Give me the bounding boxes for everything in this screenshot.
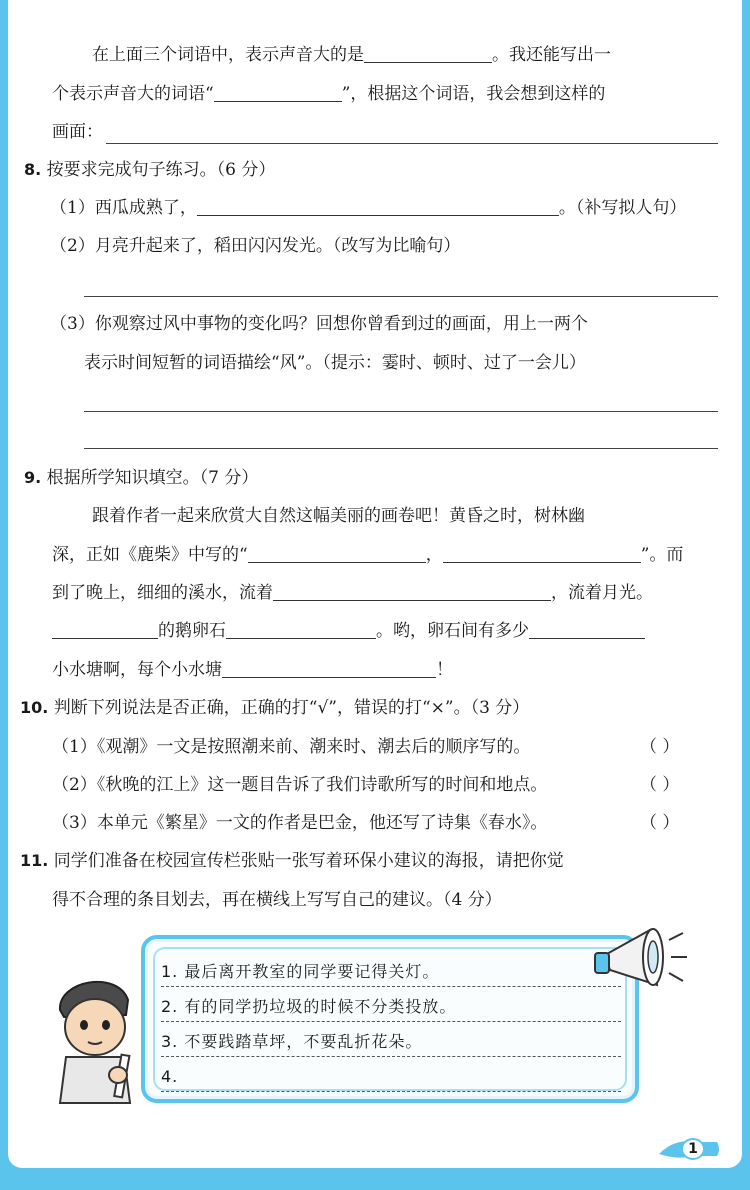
text: 。我还能写出一 <box>492 45 611 65</box>
question-number: 10. <box>20 698 49 717</box>
q8-s1 <box>50 197 686 219</box>
answer-blank[interactable] <box>222 659 436 678</box>
q8-s3a <box>50 313 588 335</box>
text: 到了晚上，细细的溪水，流着 <box>52 583 273 603</box>
q9-p4 <box>52 620 645 642</box>
q9-p5 <box>52 659 453 681</box>
answer-blank[interactable] <box>529 620 645 639</box>
text: ”。而 <box>640 545 684 565</box>
statement: （1）《观潮》一文是按照潮来前、潮来时、潮去后的顺序写的。 <box>52 737 531 757</box>
text: 表示时间短暂的词语描绘“风”。（提示：霎时、顿时、过了一会儿） <box>84 353 586 373</box>
question-title: 按要求完成句子练习。（6 分） <box>46 160 276 180</box>
poster-item[interactable]: 2. 有的同学扔垃圾的时候不分类投放。 <box>161 996 621 1022</box>
q9-p2 <box>52 544 683 566</box>
text: 个表示声音大的词语“ <box>52 84 214 104</box>
text: 深，正如《鹿柴》中写的“ <box>52 545 248 565</box>
top-line-3 <box>52 121 103 143</box>
question-number: 9. <box>24 468 42 487</box>
q11-line-2 <box>52 889 502 911</box>
question-title: 根据所学知识填空。（7 分） <box>46 468 259 488</box>
top-line-1 <box>92 44 611 66</box>
poster-board <box>141 935 639 1103</box>
q9-title <box>24 467 258 489</box>
q10-item-1 <box>52 736 530 758</box>
text: ！ <box>436 660 453 680</box>
text: 画面： <box>52 122 103 142</box>
q10-item-3 <box>52 812 547 834</box>
q8-title <box>24 159 275 181</box>
statement: （3）本单元《繁星》一文的作者是巴金，他还写了诗集《春水》。 <box>52 813 548 833</box>
answer-blank[interactable] <box>214 83 342 102</box>
answer-blank[interactable] <box>443 544 641 563</box>
text: ”，根据这个词语，我会想到这样的 <box>341 84 606 104</box>
question-title: 得不合理的条目划去，再在横线上写写自己的建议。（4 分） <box>52 890 502 910</box>
answer-line[interactable] <box>84 411 718 412</box>
text: 跟着作者一起来欣赏大自然这幅美丽的画卷吧！黄昏之时，树林幽 <box>92 506 585 526</box>
text: （2）月亮升起来了，稻田闪闪发光。（改写为比喻句） <box>50 236 461 256</box>
poster-item[interactable]: 1. 最后离开教室的同学要记得关灯。 <box>161 961 621 987</box>
text: （3）你观察过风中事物的变化吗？回想你曾看到过的画面，用上一两个 <box>50 314 588 334</box>
text: ，流着月光。 <box>551 583 653 603</box>
answer-blank[interactable] <box>226 620 376 639</box>
q8-s2 <box>50 235 460 257</box>
question-title: 判断下列说法是否正确，正确的打“√”，错误的打“×”。（3 分） <box>53 698 530 718</box>
text: 在上面三个词语中，表示声音大的是 <box>92 45 364 65</box>
text: ， <box>425 545 443 565</box>
answer-blank[interactable] <box>52 620 158 639</box>
answer-blank[interactable] <box>197 197 559 216</box>
q11-line-1 <box>20 850 564 872</box>
answer-paren[interactable]: （ ） <box>640 813 680 833</box>
text: 。哟，卵石间有多少 <box>376 621 529 641</box>
page-number: 1 <box>688 1141 698 1157</box>
answer-blank[interactable] <box>364 44 492 63</box>
q9-p1 <box>92 505 585 527</box>
q8-s3b <box>84 352 586 374</box>
question-title: 同学们准备在校园宣传栏张贴一张写着环保小建议的海报，请把你觉 <box>53 851 564 871</box>
question-number: 11. <box>20 851 49 870</box>
poster-item[interactable]: 4. <box>161 1066 621 1092</box>
poster-item[interactable]: 3. 不要践踏草坪，不要乱折花朵。 <box>161 1031 621 1057</box>
answer-blank[interactable] <box>273 582 551 601</box>
text: 。（补写拟人句） <box>558 198 687 218</box>
answer-blank[interactable] <box>248 544 426 563</box>
answer-line[interactable] <box>106 143 718 144</box>
q9-p3 <box>52 582 653 604</box>
answer-paren[interactable]: （ ） <box>640 775 680 795</box>
top-line-2 <box>52 83 605 105</box>
q10-item-2 <box>52 774 547 796</box>
q10-title <box>20 697 529 719</box>
answer-line[interactable] <box>84 448 718 449</box>
text: 小水塘啊，每个小水塘 <box>52 660 222 680</box>
student-cartoon <box>48 975 148 1105</box>
answer-paren[interactable]: （ ） <box>640 737 680 757</box>
megaphone-icon <box>585 915 695 1005</box>
statement: （2）《秋晚的江上》这一题目告诉了我们诗歌所写的时间和地点。 <box>52 775 548 795</box>
question-number: 8. <box>24 160 42 179</box>
text: 的鹅卵石 <box>158 621 226 641</box>
answer-line[interactable] <box>84 296 718 297</box>
text: （1）西瓜成熟了， <box>50 198 197 218</box>
